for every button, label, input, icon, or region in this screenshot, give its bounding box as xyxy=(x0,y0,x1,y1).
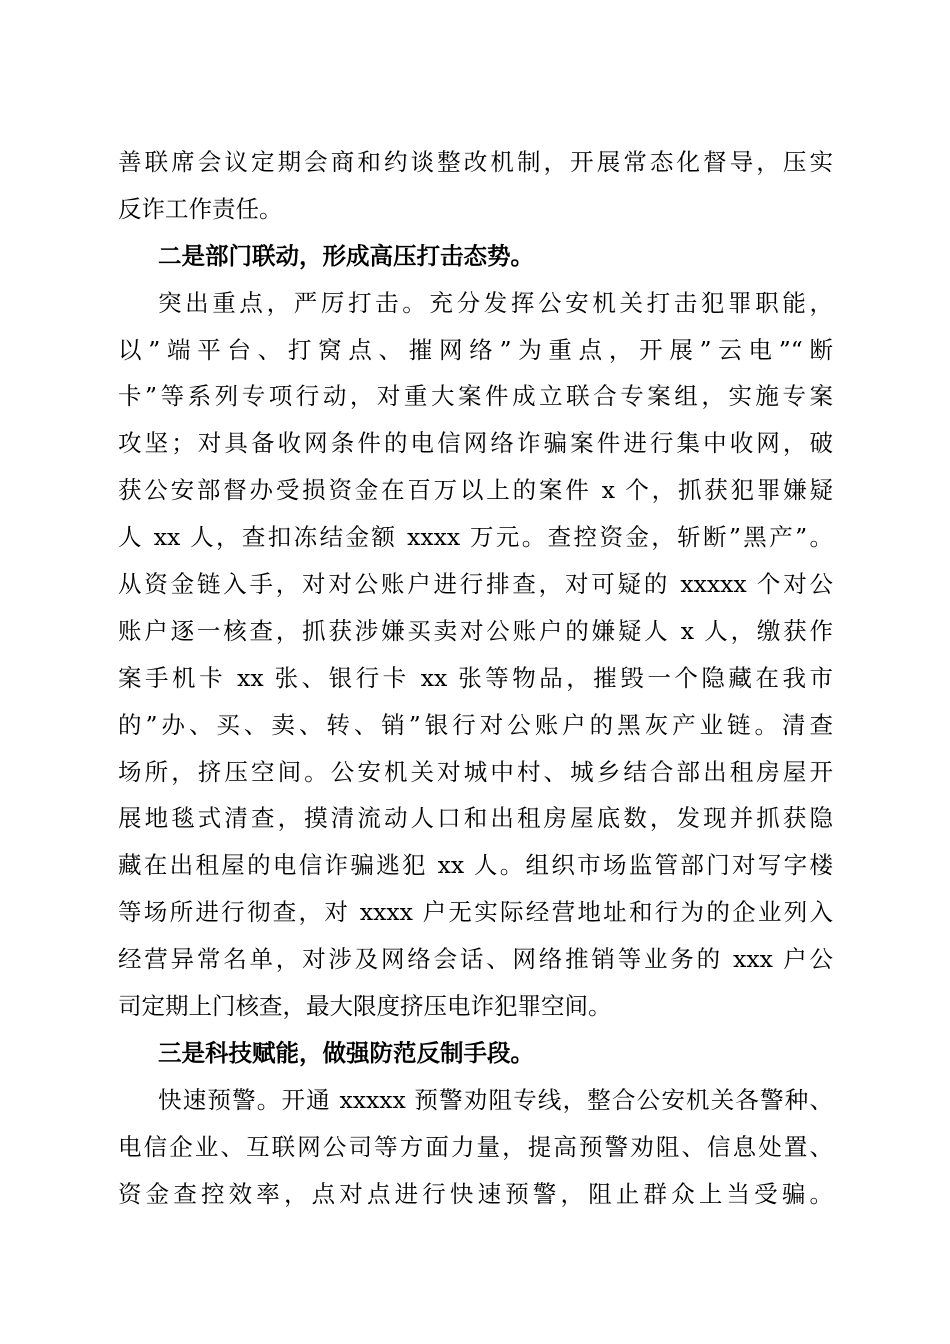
text-line: 的”办、买、卖、转、销”银行对公账户的黑灰产业链。清查 xyxy=(118,710,833,739)
text-line: 电信企业、互联网公司等方面力量，提高预警劝阻、信息处置、 xyxy=(118,1132,833,1161)
text-line: 攻坚；对具备收网条件的电信网络诈骗案件进行集中收网，破 xyxy=(118,429,833,458)
text-line: 资金查控效率，点对点进行快速预警，阻止群众上当受骗。 xyxy=(118,1179,833,1208)
text-line: 经营异常名单，对涉及网络会话、网络推销等业务的 xxx 户公 xyxy=(118,945,833,974)
section-heading: 三是科技赋能，做强防范反制手段。 xyxy=(158,1038,534,1067)
text-line: 司定期上门核查，最大限度挤压电诈犯罪空间。 xyxy=(118,992,612,1021)
text-line: 从资金链入手，对对公账户进行排查，对可疑的 xxxxx 个对公 xyxy=(118,570,833,599)
text-line: 以”端平台、打窝点、摧网络”为重点，开展”云电”“断 xyxy=(118,335,833,364)
text-line: 场所，挤压空间。公安机关对城中村、城乡结合部出租房屋开 xyxy=(118,757,833,786)
text-line: 反诈工作责任。 xyxy=(118,194,283,223)
document-body xyxy=(118,139,833,1217)
section-heading: 二是部门联动，形成高压打击态势。 xyxy=(158,241,534,270)
text-line: 展地毯式清查，摸清流动人口和出租房屋底数，发现并抓获隐 xyxy=(118,804,833,833)
text-line: 人 xx 人，查扣冻结金额 xxxx 万元。查控资金，斩断”黑产”。 xyxy=(118,523,833,552)
text-line: 善联席会议定期会商和约谈整改机制，开展常态化督导，压实 xyxy=(118,148,833,176)
text-line: 快速预警。开通 xxxxx 预警劝阻专线，整合公安机关各警种、 xyxy=(158,1085,833,1114)
text-line: 案手机卡 xx 张、银行卡 xx 张等物品，摧毁一个隐藏在我市 xyxy=(118,663,833,692)
text-line: 卡”等系列专项行动，对重大案件成立联合专案组，实施专案 xyxy=(118,382,833,411)
text-line: 藏在出租屋的电信诈骗逃犯 xx 人。组织市场监管部门对写字楼 xyxy=(118,851,833,880)
text-line: 账户逐一核查，抓获涉嫌买卖对公账户的嫌疑人 x 人，缴获作 xyxy=(118,616,833,645)
text-line: 突出重点，严厉打击。充分发挥公安机关打击犯罪职能， xyxy=(158,288,833,317)
text-line: 获公安部督办受损资金在百万以上的案件 x 个，抓获犯罪嫌疑 xyxy=(118,476,833,505)
text-line: 等场所进行彻查，对 xxxx 户无实际经营地址和行为的企业列入 xyxy=(118,898,833,927)
